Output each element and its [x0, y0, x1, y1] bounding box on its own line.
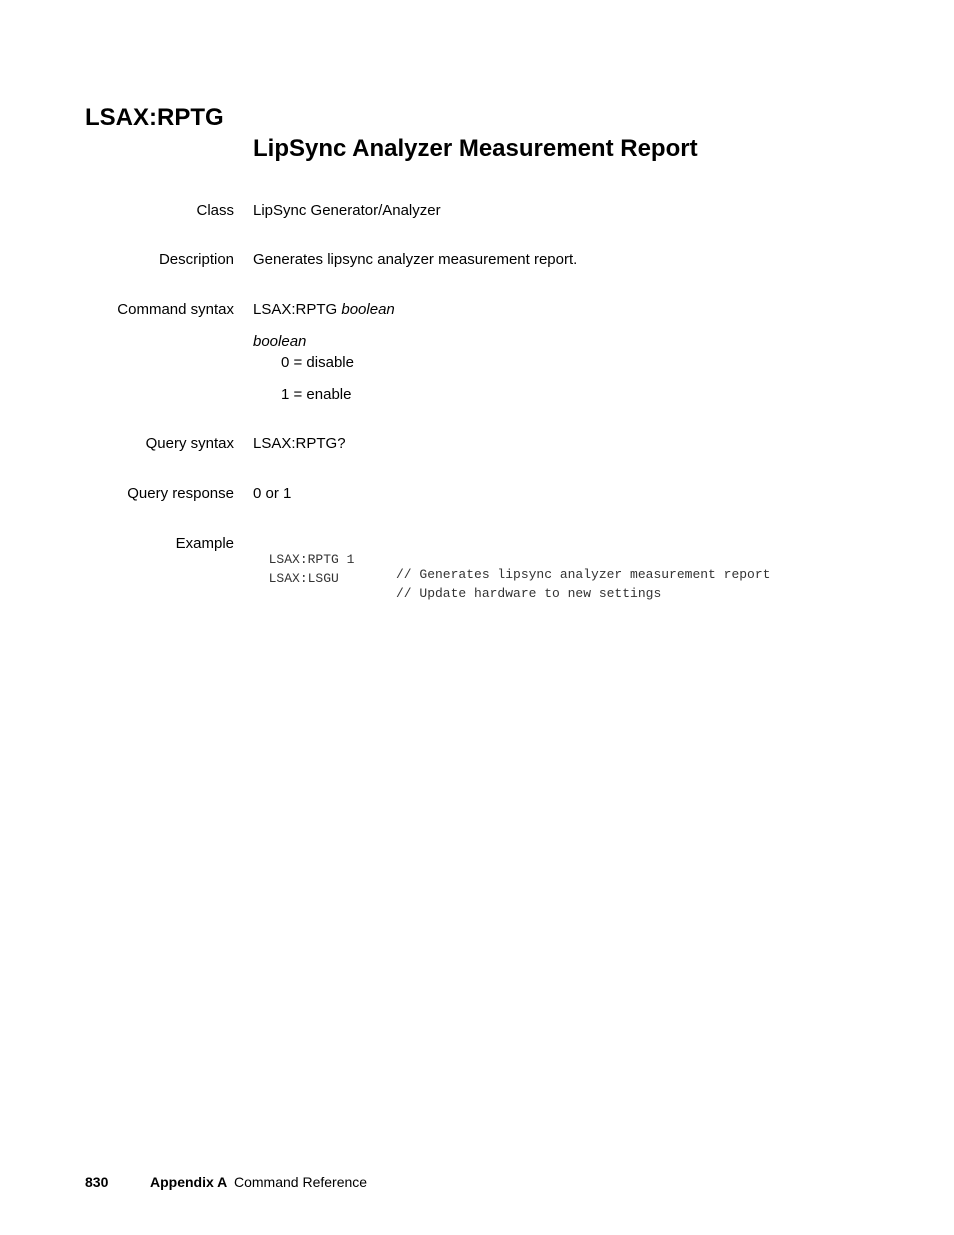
command-syntax-value [253, 301, 395, 318]
param-name: boolean [253, 333, 307, 350]
param-option-disable: 0 = disable [281, 354, 354, 371]
example-code: LSAX:RPTG 1 [268, 552, 355, 567]
example-label: Example [175, 535, 234, 552]
query-response-value: 0 or 1 [253, 485, 292, 502]
description-value: Generates lipsync analyzer measurement report. [253, 251, 578, 268]
query-syntax-label: Query syntax [145, 435, 234, 452]
command-syntax-param: boolean [341, 301, 395, 318]
query-syntax-value: LSAX:RPTG? [253, 435, 346, 452]
page-number: 830 [85, 1174, 109, 1190]
page-title: LipSync Analyzer Measurement Report [253, 135, 698, 162]
command-syntax-cmd: LSAX:RPTG [253, 301, 338, 318]
example-code: LSAX:LSGU [268, 571, 339, 586]
footer-section: Command Reference [234, 1174, 368, 1190]
description-label: Description [158, 251, 234, 268]
class-label: Class [196, 202, 234, 219]
command-syntax-label: Command syntax [117, 301, 234, 318]
footer-appendix: Appendix A [150, 1174, 228, 1190]
example-comment: // Update hardware to new settings [396, 586, 662, 601]
class-value: LipSync Generator/Analyzer [253, 202, 441, 219]
command-name: LSAX:RPTG [85, 104, 224, 131]
param-option-enable: 1 = enable [281, 386, 352, 403]
query-response-label: Query response [127, 485, 234, 502]
example-comment: // Generates lipsync analyzer measurement report [396, 567, 771, 582]
